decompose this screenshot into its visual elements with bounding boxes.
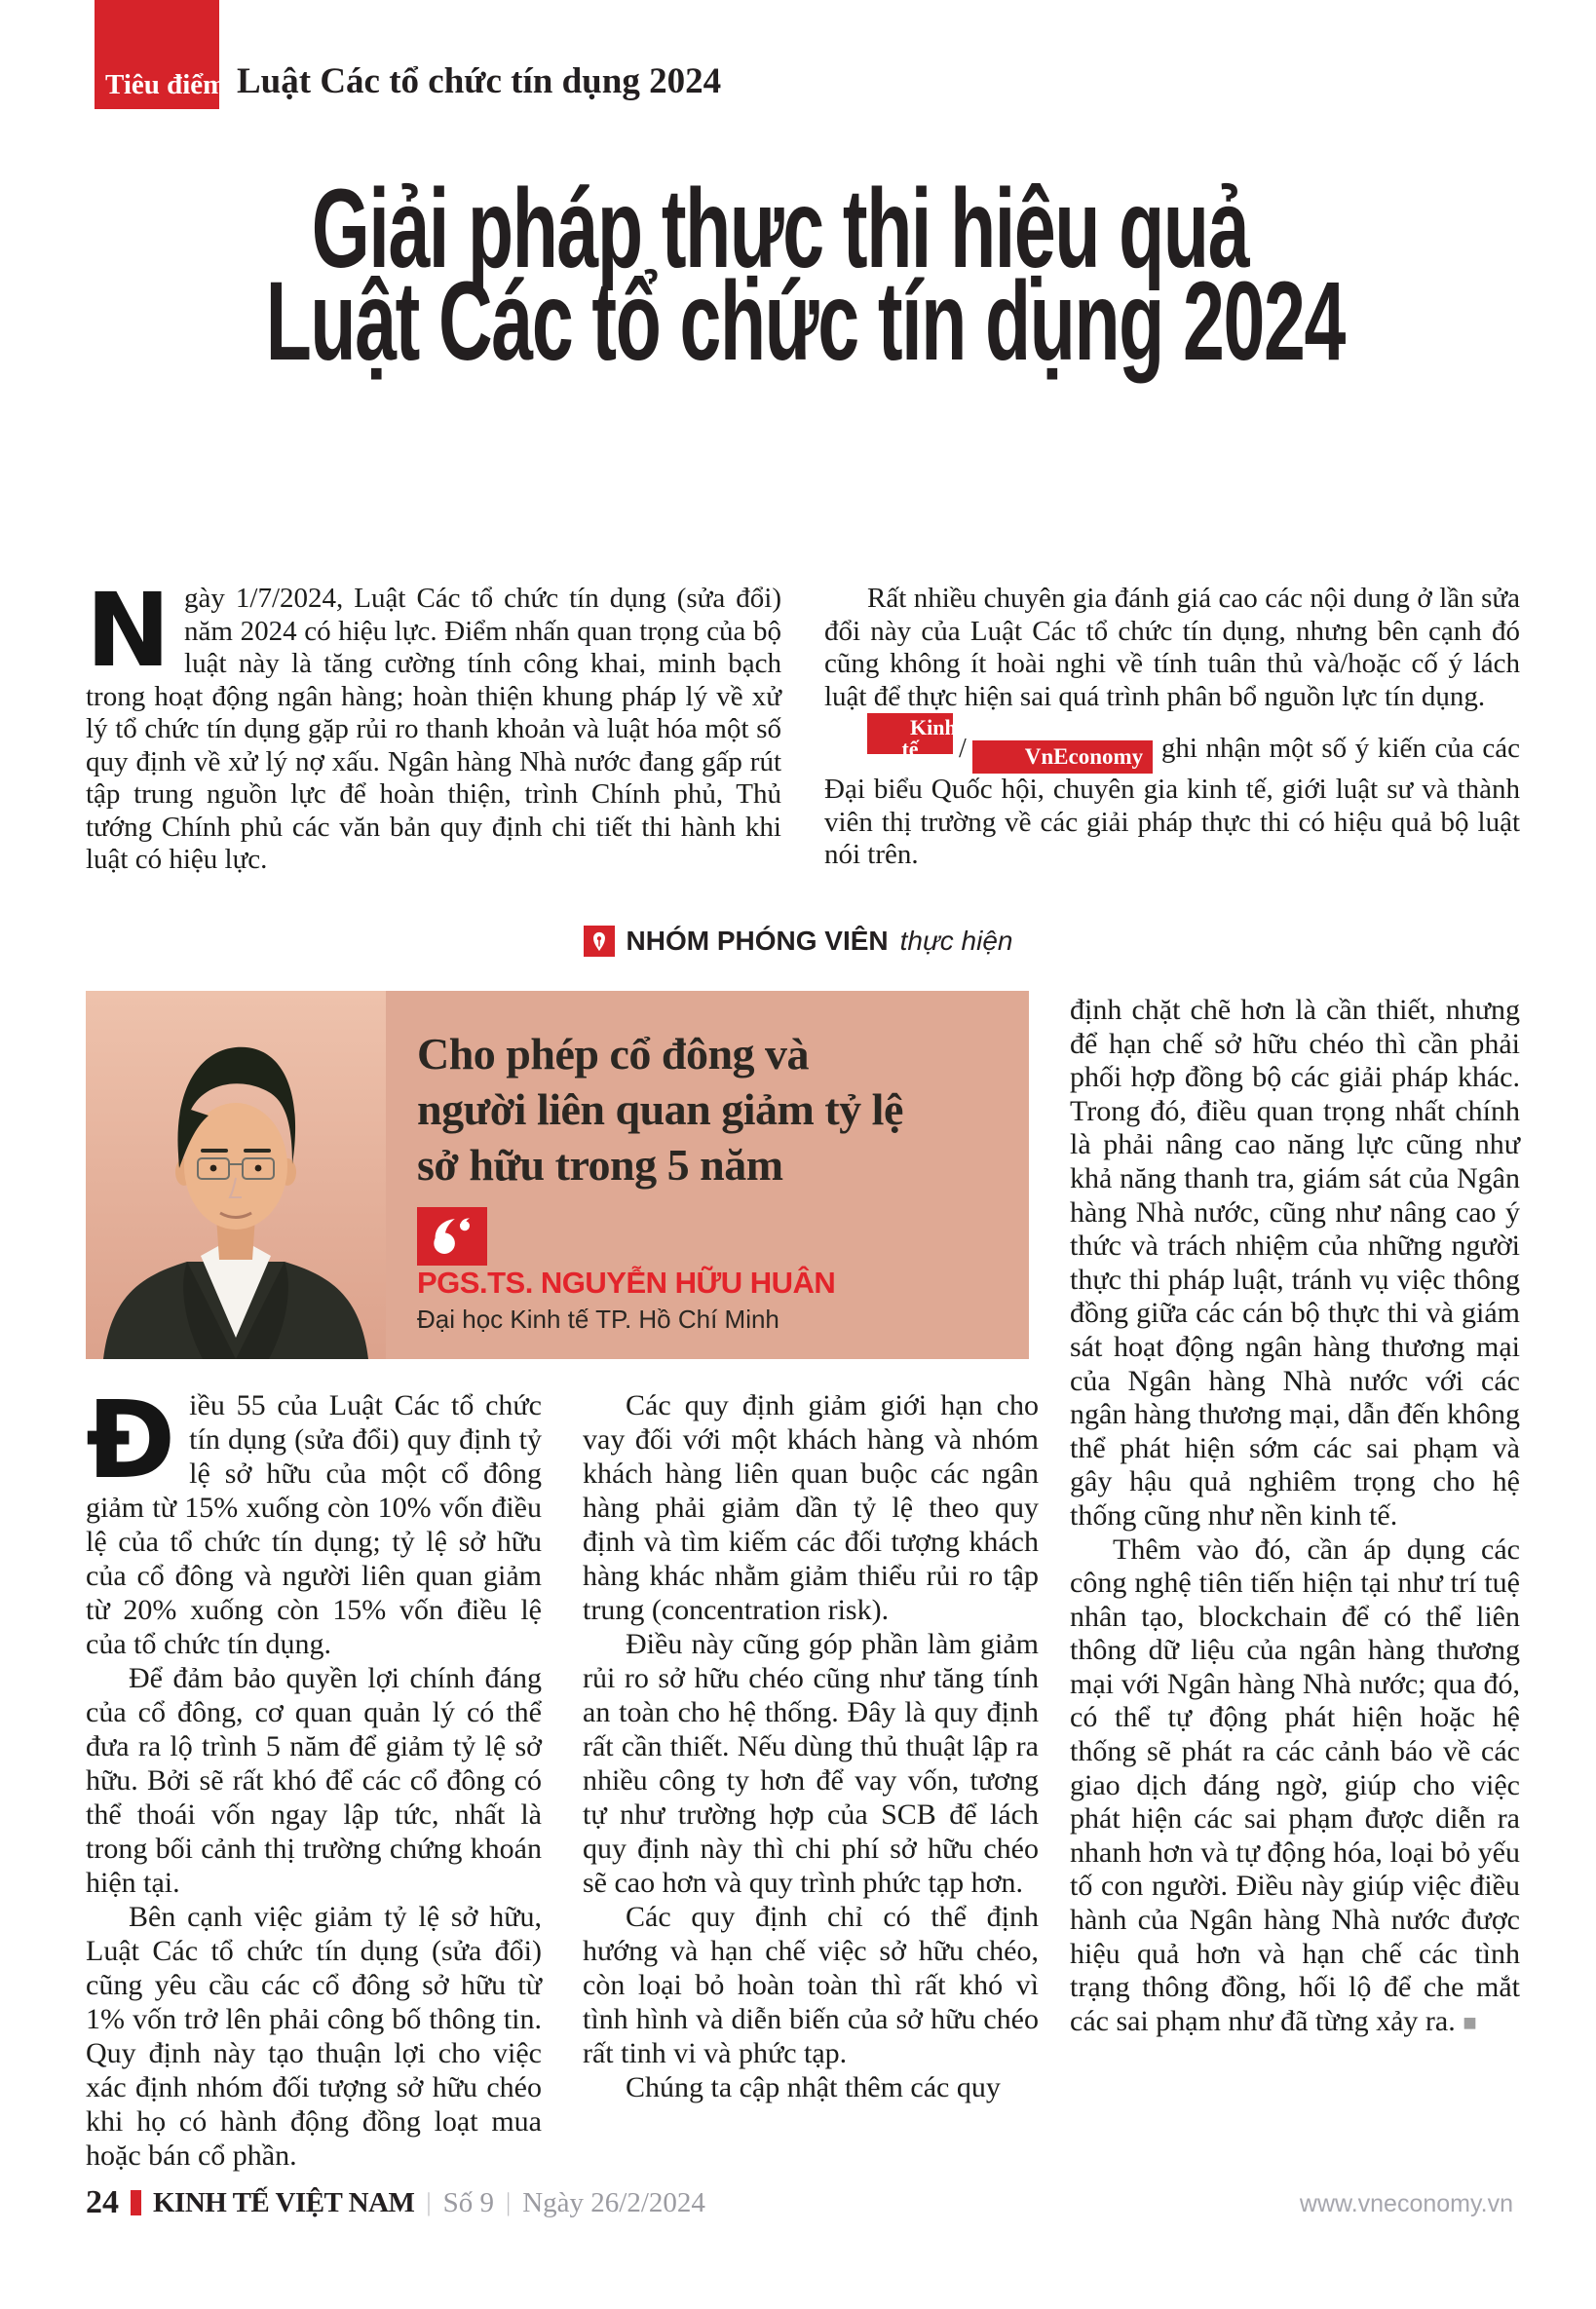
body-paragraph: Để đảm bảo quyền lợi chính đáng của cổ đông, cơ quan quản lý có thể đưa ra lộ trình 5 năm để giảm tỷ lệ sở hữu. Bởi sẽ rất khó để các cổ đông có thể thoái vốn ngay lập tức, nhất là trong bối cảnh thị trường chứng khoán hiện tại. [86, 1662, 542, 1899]
kinhte-vietnam-logo: Kinh tế Việt Nam [867, 713, 953, 754]
body-paragraph: định chặt chẽ hơn là cần thiết, nhưng để hạn chế sở hữu chéo thì cần phải phối hợp đồng bộ các giải pháp khác. Trong đó, điều quan trọng nhất chính là phải nâng cao năng lực cũng như khả năng thanh tra, giám sát của Ngân hàng Nhà nước, cũng như nâng cao ý thức và trách nhiệm của những người thực thi pháp luật, tránh vụ việc thông đồng giữa các cán bộ thực thi và giám sát hoạt động ngân hàng thương mại của Ngân hàng Nhà nước với các ngân hàng thương mại, dẫn đến không thể phát hiện sớm các sai phạm và gây hậu quả nghiêm trọng cho hệ thống cũng như nền kinh tế. [1070, 994, 1520, 1532]
body-paragraph: Bên cạnh việc giảm tỷ lệ sở hữu, Luật Các tổ chức tín dụng (sửa đổi) cũng yêu cầu các cổ đông sở hữu từ 1% vốn trở lên phải công bố thông tin. Quy định này tạo thuận lợi cho việc xác định nhóm đối tượng sở hữu chéo khi họ có hành động đồng loạt mua hoặc bán cổ phần. [86, 1901, 542, 2172]
footer-left [86, 2184, 705, 2221]
issue-date: Ngày 26/2/2024 [522, 2186, 705, 2218]
publication-name: KINH TẾ VIỆT NAM [153, 2186, 415, 2218]
body-paragraph: Các quy định chỉ có thể định hướng và hạn chế việc sở hữu chéo, còn loại bỏ hoàn toàn thì rất khó vì tình hình và diễn biến của sở hữu chéo rất tinh vi và phức tạp. [583, 1901, 1039, 2069]
footer-separator: | [426, 2188, 432, 2216]
body-paragraph: Điều này cũng góp phần làm giảm rủi ro sở hữu chéo cũng như tăng tính an toàn cho hệ thống. Đây là quy định rất cần thiết. Nếu dùng thủ thuật lập ra nhiều công ty hơn để vay vốn, tương tự như trường hợp của SCB để lách quy định này thì chi phí sở hữu chéo sẽ cao hơn và quy trình phức tạp hơn. [583, 1628, 1039, 1899]
intro-column-left [86, 571, 781, 877]
quote-heading: Cho phép cổ đông và người liên quan giảm tỷ lệ sở hữu trong 5 năm [417, 1029, 903, 1190]
footer-red-bar [131, 2190, 141, 2215]
body-column-2 [583, 1388, 1039, 2104]
byline-suffix: thực hiện [899, 926, 1013, 956]
page-number: 24 [86, 2184, 119, 2220]
kicker-box [95, 0, 227, 109]
body-paragraph: Chúng ta cập nhật thêm các quy [626, 2071, 1001, 2103]
portrait-photo [86, 991, 386, 1359]
author-name: PGS.TS. NGUYỄN HỮU HUÂN [417, 1266, 836, 1300]
kicker-label: Tiêu điểm [105, 69, 227, 100]
section-title: Luật Các tổ chức tín dụng 2024 [237, 61, 722, 101]
pen-nib-icon [584, 926, 615, 957]
body-paragraph: Điều 55 của Luật Các tổ chức tín dụng (sửa đổi) quy định tỷ lệ sở hữu của một cổ đông giảm từ 15% xuống còn 10% vốn điều lệ của tổ chức tín dụng; tỷ lệ sở hữu của cổ đông và người liên quan giảm từ 20% xuống còn 15% vốn điều lệ của tổ chức tín dụng. [86, 1378, 542, 1660]
logo-separator: / [959, 734, 967, 764]
byline [0, 926, 1596, 957]
issue-number: Số 9 [442, 2186, 494, 2218]
headline-line-2: Luật Các tổ chức tín dụng 2024 [265, 259, 1346, 384]
double-quote-icon [417, 1207, 487, 1266]
headline-line-1: Giải pháp thực thi hiệu quả [311, 167, 1248, 291]
body-paragraph: Các quy định giảm giới hạn cho vay đối với một khách hàng và nhóm khách hàng liên quan buộc các ngân hàng phải giảm dần tỷ lệ theo quy định và tìm kiếm các đối tượng khách hàng khác nhằm giảm thiểu rủi ro tập trung (concentration risk). [583, 1389, 1039, 1626]
body-column-3 [1070, 994, 1520, 2040]
footer-separator: | [506, 2188, 512, 2216]
byline-name: NHÓM PHÓNG VIÊN [626, 926, 889, 956]
quote-panel [86, 991, 1029, 1359]
body-column-1 [86, 1378, 542, 2173]
author-organization: Đại học Kinh tế TP. Hồ Chí Minh [417, 1305, 779, 1334]
website-url: www.vneconomy.vn [1299, 2190, 1513, 2217]
intro-column-right [824, 583, 1520, 872]
end-of-article-mark: ■ [1463, 2010, 1477, 2036]
body-paragraph: Thêm vào đó, cần áp dụng các công nghệ tiên tiến hiện tại như trí tuệ nhân tạo, blockchain để có thể liên thông dữ liệu của ngân hàng thương mại với Ngân hàng Nhà nước; qua đó, có thể tự động phát hiện hoặc hệ thống sẽ phát ra các cảnh báo về các giao dịch đáng ngờ, giúp cho việc phát hiện các sai phạm được diễn ra nhanh hơn và tự động hóa, loại bỏ yếu tố con người. Điều này giúp việc điều hành của Ngân hàng Nhà nước được hiệu quả hơn và hạn chế các tình trạng thông đồng, hối lộ để che mắt các sai phạm như đã từng xảy ra. ■ [1070, 1533, 1520, 2037]
vneconomy-logo: VnEconomy [972, 740, 1153, 774]
intro-left-paragraph: Ngày 1/7/2024, Luật Các tổ chức tín dụng (sửa đổi) năm 2024 có hiệu lực. Điểm nhấn quan trọng của bộ luật này là tăng cường tính công khai, minh bạch trong hoạt động ngân hàng; hoàn thiện khung pháp lý về xử lý tổ chức tín dụng gặp rủi ro thanh khoản và luật hóa một số quy định về xử lý nợ xấu. Ngân hàng Nhà nước đang gấp rút tập trung nguồn lực để hoàn thiện, trình Chính phủ, Thủ tướng Chính phủ các văn bản quy định chi tiết thi hành khi luật có hiệu lực. [86, 571, 781, 875]
dropcap-d: Đ [86, 1378, 176, 1502]
intro-right-paragraph-1: Rất nhiều chuyên gia đánh giá cao các nội dung ở lần sửa đổi này của Luật Các tổ chức tín dụng, nhưng bên cạnh đó cũng không ít hoài nghi về tính tuân thủ và/hoặc cố ý lách luật để thực hiện sai quá trình phân bổ nguồn lực tín dụng. [824, 583, 1520, 712]
intro-right-paragraph-2: Kinh tế Việt Nam / VnEconomy ghi nhận một số ý kiến của các Đại biểu Quốc hội, chuyên gia kinh tế, giới luật sư và thành viên thị trường về các giải pháp thực thi có hiệu quả bộ luật nói trên. [824, 715, 1520, 870]
dropcap-n: N [86, 571, 171, 690]
